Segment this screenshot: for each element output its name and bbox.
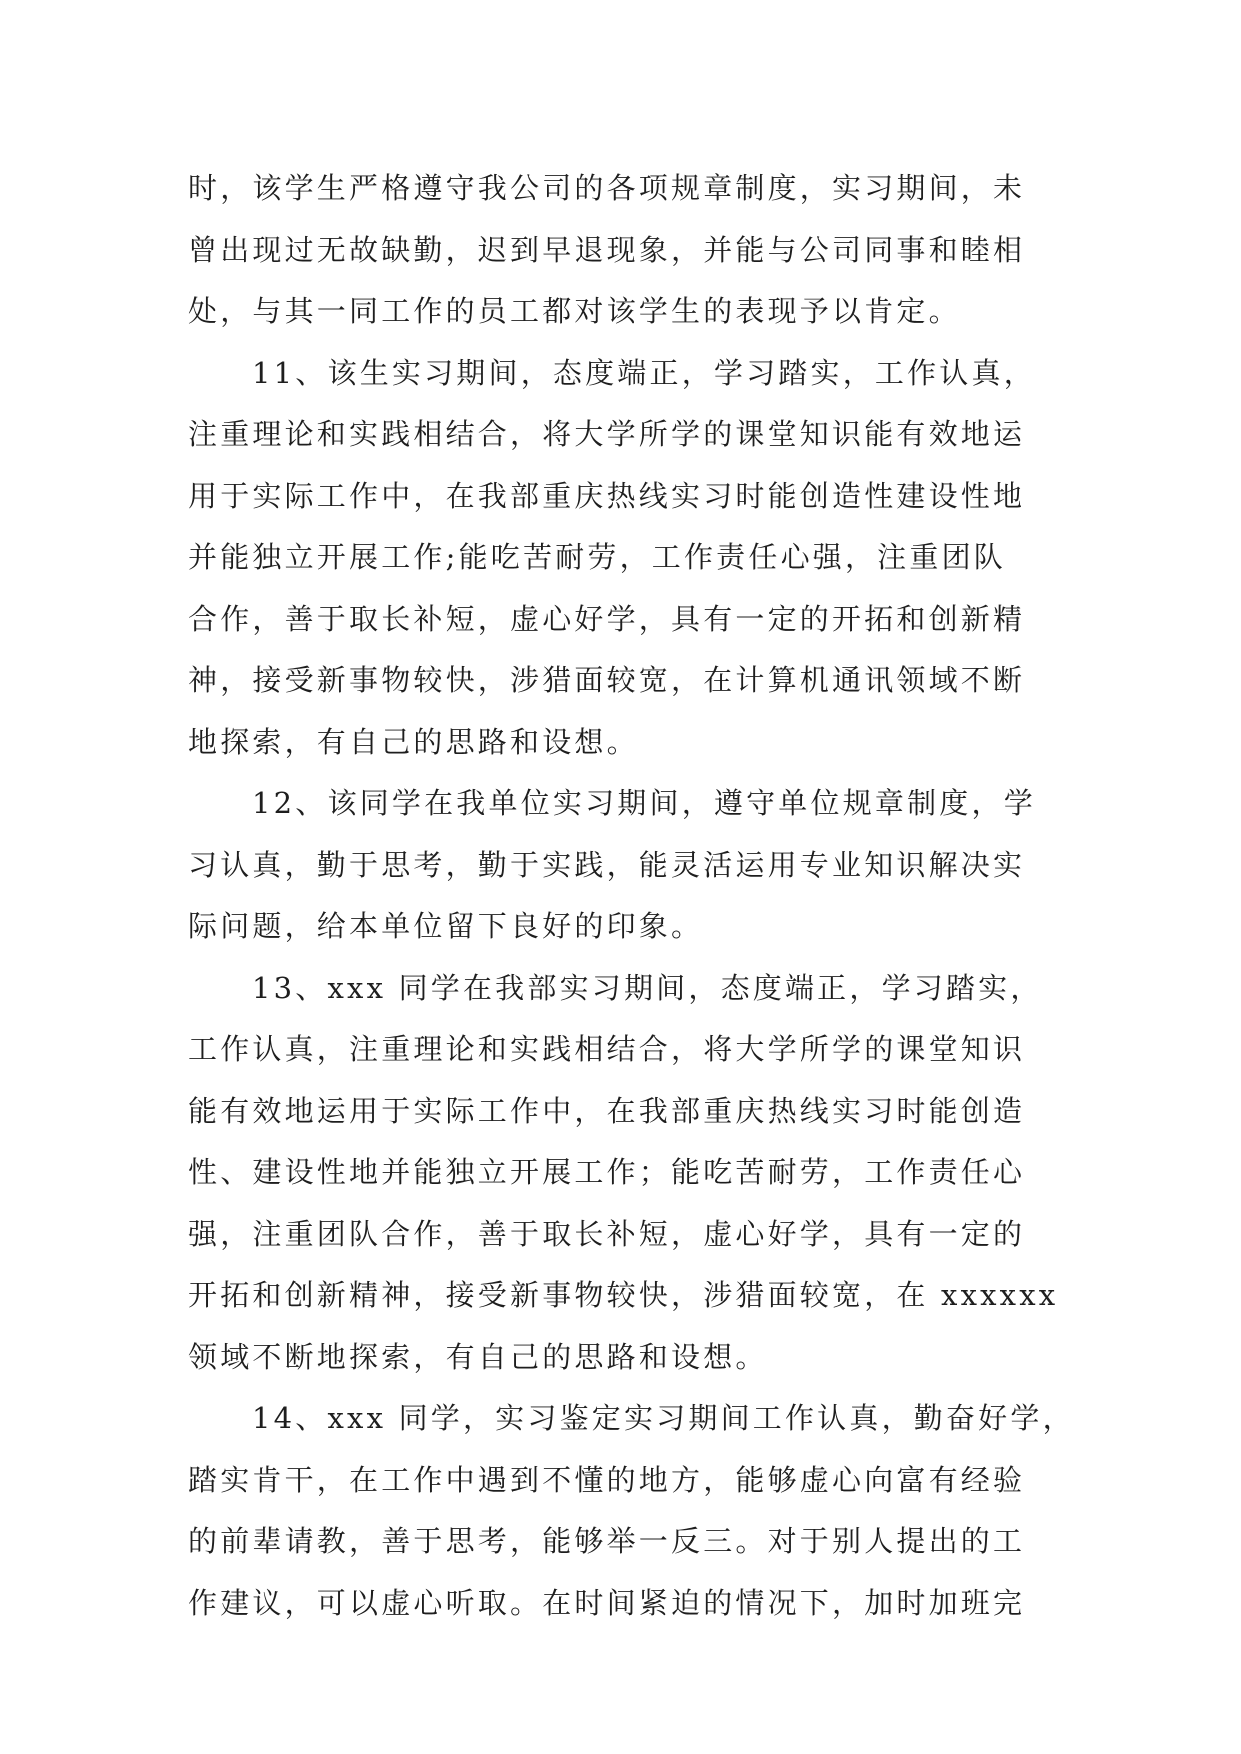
text-line: 强，注重团队合作，善于取长补短，虚心好学，具有一定的	[188, 1216, 1026, 1251]
text-line: 领域不断地探索，有自己的思路和设想。	[188, 1339, 768, 1374]
text-line: 11、该生实习期间，态度端正，学习踏实，工作认真，	[252, 355, 1036, 390]
text-line: 地探索，有自己的思路和设想。	[188, 724, 639, 759]
text-line: 曾出现过无故缺勤，迟到早退现象，并能与公司同事和睦相	[188, 232, 1026, 267]
text-line: 能有效地运用于实际工作中，在我部重庆热线实习时能创造	[188, 1093, 1026, 1128]
text-line: 13、xxx 同学在我部实习期间，态度端正，学习踏实，	[252, 970, 1043, 1005]
text-line: 作建议，可以虚心听取。在时间紧迫的情况下，加时加班完	[188, 1585, 1026, 1620]
text-line: 开拓和创新精神，接受新事物较快，涉猎面较宽，在 xxxxxx	[188, 1278, 1059, 1312]
text-line: 用于实际工作中，在我部重庆热线实习时能创造性建设性地	[188, 478, 1026, 513]
text-line: 12、该同学在我单位实习期间，遵守单位规章制度，学	[252, 786, 1036, 820]
text-line: 时，该学生严格遵守我公司的各项规章制度，实习期间，未	[188, 171, 1026, 205]
document-body	[188, 158, 1075, 1634]
text-line: 性、建设性地并能独立开展工作；能吃苦耐劳，工作责任心	[188, 1155, 1026, 1189]
text-line: 踏实肯干，在工作中遇到不懂的地方，能够虚心向富有经验	[188, 1462, 1026, 1497]
text-line: 14、xxx 同学，实习鉴定实习期间工作认真，勤奋好学，	[252, 1401, 1075, 1435]
text-line: 处，与其一同工作的员工都对该学生的表现予以肯定。	[188, 294, 961, 328]
text-line: 的前辈请教，善于思考，能够举一反三。对于别人提出的工	[188, 1524, 1026, 1558]
text-line: 习认真，勤于思考，勤于实践，能灵活运用专业知识解决实	[188, 847, 1026, 882]
text-line: 神，接受新事物较快，涉猎面较宽，在计算机通讯领域不断	[188, 663, 1026, 697]
text-line: 注重理论和实践相结合，将大学所学的课堂知识能有效地运	[188, 417, 1026, 451]
text-line: 并能独立开展工作;能吃苦耐劳，工作责任心强，注重团队	[188, 540, 1006, 574]
text-line: 际问题，给本单位留下良好的印象。	[188, 909, 704, 943]
text-line: 工作认真，注重理论和实践相结合，将大学所学的课堂知识	[188, 1032, 1026, 1066]
text-line: 合作，善于取长补短，虚心好学，具有一定的开拓和创新精	[188, 601, 1026, 636]
